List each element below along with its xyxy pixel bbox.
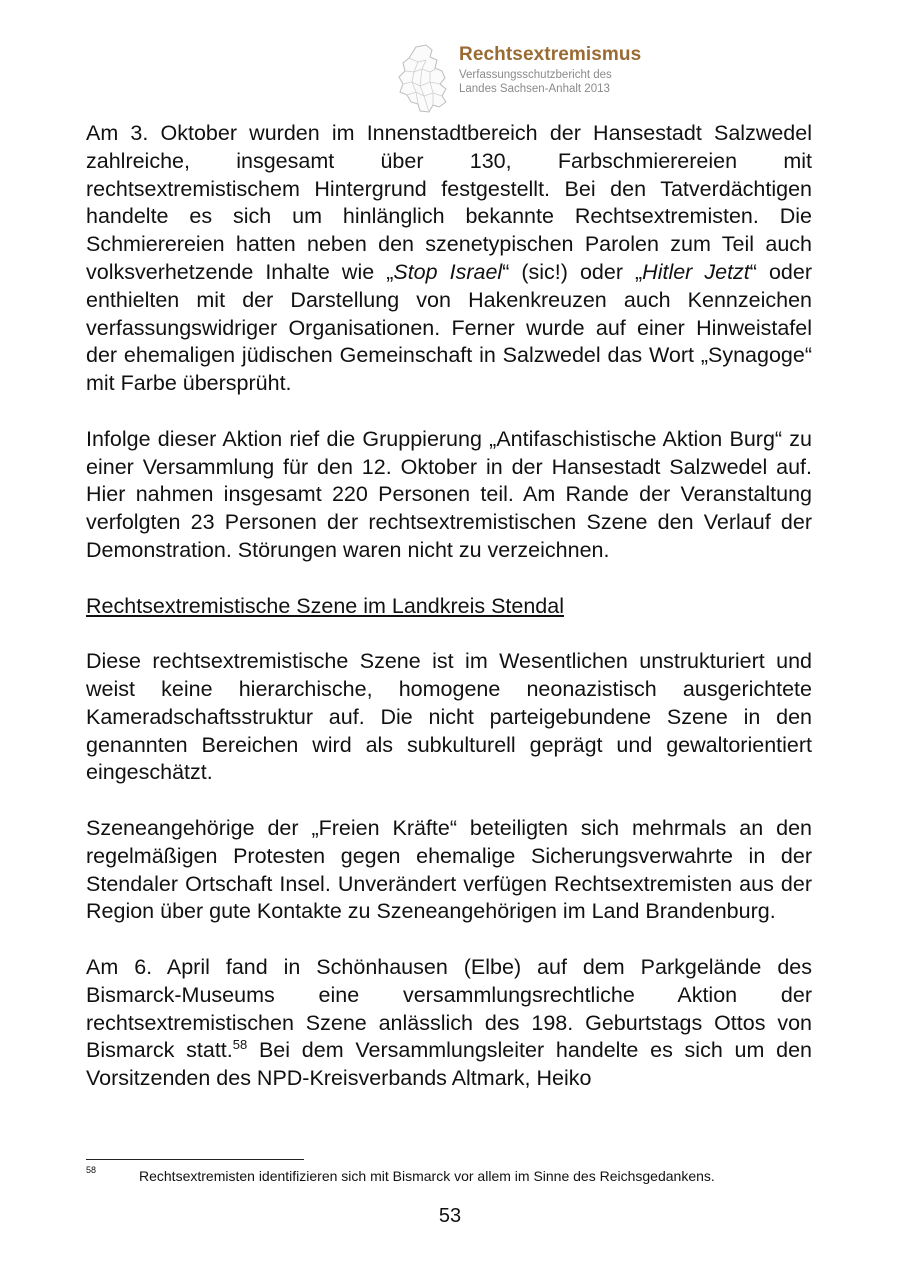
header-subtitle-line1: Verfassungsschutzbericht des bbox=[459, 69, 612, 81]
footnote-text: Rechtsextremisten identifizieren sich mit Bismarck vor allem im Sinne des Reichsgedankens. bbox=[139, 1168, 715, 1184]
paragraph-text: Am 3. Oktober wurden im Innenstadtbereich der Hansestadt Salzwedel zahlreiche, insgesamt über 130, Farbschmierereien mit rechtsextremistischem Hintergrund festgestellt. Bei den Tatverdächtigen handelte es sich um hinlänglich bekannte Rechtsextremisten. Die Schmierereien hatten neben den szenetypischen Parolen zum Teil auch volksverhetzende Inhalte wie „ bbox=[86, 121, 812, 284]
footnote-reference: 58 bbox=[232, 1037, 248, 1053]
page-number: 53 bbox=[438, 1205, 462, 1227]
section-heading: Rechtsextremistische Szene im Landkreis Stendal bbox=[86, 593, 564, 618]
sachsen-anhalt-map-logo bbox=[396, 44, 454, 114]
header-title: Rechtsextremismus bbox=[459, 44, 642, 65]
paragraph-text: Bei dem Versammlungsleiter handelte es sich um den Vorsitzenden des NPD-Kreisverbands Altmark, Heiko bbox=[86, 1038, 813, 1091]
header-subtitle bbox=[459, 68, 612, 96]
paragraph-text: “ (sic!) oder „ bbox=[502, 259, 643, 284]
quote-stop-israel: Stop Israel bbox=[393, 259, 503, 284]
page-header bbox=[396, 40, 716, 116]
footnote-number: 58 bbox=[86, 1165, 97, 1175]
paragraph-scene-structure: Diese rechtsextremistische Szene ist im Wesentlichen unstrukturiert und weist keine hierarchische, homogene neonazistisch ausgerichtete Kameradschaftsstruktur auf. Die nicht parteigebundene Szene in den genannten Bereichen wird als subkulturell geprägt und gewaltorientiert eingeschätzt. bbox=[86, 649, 812, 785]
paragraph-freie-kraefte: Szeneangehörige der „Freien Kräfte“ beteiligten sich mehrmals an den regelmäßigen Protesten gegen ehemalige Sicherungsverwahrte in der Stendaler Ortschaft Insel. Unverändert verfügen Rechtsextremisten aus der Region über gute Kontakte zu Szeneangehörigen im Land Brandenburg. bbox=[86, 815, 812, 924]
header-subtitle-line2: Landes Sachsen-Anhalt 2013 bbox=[459, 83, 610, 95]
footnote-separator bbox=[86, 1159, 304, 1160]
quote-hitler-jetzt: Hitler Jetzt bbox=[642, 259, 750, 284]
paragraph-antifa-rally: Infolge dieser Aktion rief die Gruppierung „Antifaschistische Aktion Burg“ zu einer Versammlung für den 12. Oktober in der Hansestadt Salzwedel auf. Hier nahmen insgesamt 220 Personen teil. Am Rande der Veranstaltung verfolgten 23 Personen der rechtsextremistischen Szene den Verlauf der Demonstration. Störungen waren nicht zu verzeichnen. bbox=[86, 426, 812, 562]
paragraph-bismarck-event bbox=[86, 954, 812, 1093]
paragraph-text: Am 6. April fand in Schönhausen (Elbe) auf dem Parkgelände des Bismarck-Museums eine versammlungsrechtliche Aktion der rechtsextremistischen Szene anlässlich des 198. Geburtstags Ottos von Bismarck statt. bbox=[86, 954, 812, 1063]
paragraph-text: “ oder enthielten mit der Darstellung von Hakenkreuzen auch Kennzeichen verfassungswidriger Organisationen. Ferner wurde auf einer Hinweistafel der ehemaligen jüdischen Gemeinschaft in Salzwedel das Wort „Synagoge“ mit Farbe übersprüht. bbox=[86, 259, 812, 396]
body-text bbox=[86, 120, 812, 1121]
paragraph-salzwedel-graffiti bbox=[86, 120, 812, 398]
